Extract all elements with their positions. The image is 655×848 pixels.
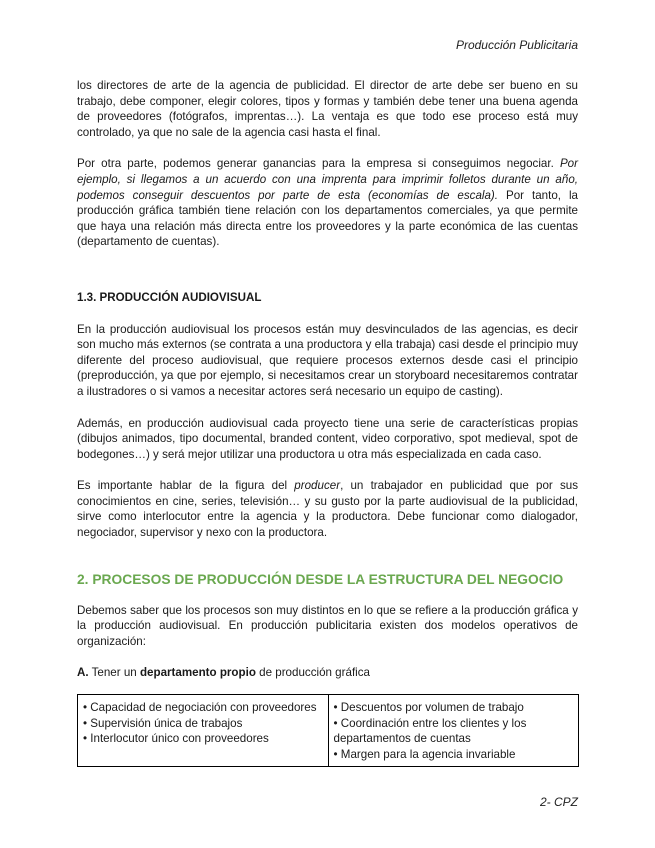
option-letter: A.	[77, 666, 89, 680]
paragraph	[77, 478, 578, 540]
page-number: 2- CPZ	[539, 795, 578, 809]
paragraph: Además, en producción audiovisual cada proyecto tiene una serie de características propias (dibujos animados, tipo documental, branded content, video corporativo, spot medieval, spot de bodegones…) y será mejor utilizar una productora u otra más especializada en cada caso.	[77, 416, 578, 461]
list-item: • Capacidad de negociación con proveedores	[83, 701, 317, 715]
text-run: , un trabajador en publicidad que por sus conocimientos en cine, series, televisión… y su gusto por la parte audiovisual de la publicidad, sirve como interlocutor entre la agencia y la productora. Debe funcionar como dialogador, negociador, supervisor y nexo con la productora.	[77, 479, 578, 540]
table-cell-right	[328, 695, 579, 767]
text-run: Por tanto, la producción gráfica también tiene relación con los departamentos comerciales, ya que permite que haya una relación más directa entre los proveedores y la parte económica de las cuentas (departamento de cuentas).	[77, 188, 578, 249]
italic-term: producer	[294, 479, 341, 493]
paragraph: En la producción audiovisual los procesos están muy desvinculados de las agencias, es decir son mucho más externos (se contrata a una productora y ella trabaja) casi desde el principio muy diferente del proceso audiovisual, que requiere procesos externos desde casi el principio (preproducción, ya que por ejemplo, si necesitamos crear un storyboard necesitaremos contratar a ilustradores o si vamos a necesitar actores será necesario un equipo de casting).	[77, 322, 578, 398]
bold-term: departamento propio	[139, 666, 256, 680]
list-item: • Interlocutor único con proveedores	[83, 732, 269, 746]
list-item: • Descuentos por volumen de trabajo	[333, 701, 524, 715]
list-item: • Coordinación entre los clientes y los departamentos de cuentas	[333, 716, 527, 746]
table-row	[78, 695, 579, 767]
paragraph: los directores de arte de la agencia de publicidad. El director de arte debe ser bueno en su trabajo, debe componer, elegir colores, tipos y formas y también debe tener una buena agenda de proveedores (fotógrafos, imprentas…). La ventaja es que todo ese proceso está muy controlado, ya que no sale de la agencia casi hasta el final.	[77, 79, 578, 139]
section-heading: 1.3. PRODUCCIÓN AUDIOVISUAL	[77, 290, 262, 304]
list-item: • Margen para la agencia invariable	[333, 747, 516, 761]
paragraph: Debemos saber que los procesos son muy distintos en lo que se refiere a la producción gráfica y la producción audiovisual. En producción publicitaria existen dos modelos operativos de organización:	[77, 603, 578, 648]
chapter-heading: 2. PROCESOS DE PRODUCCIÓN DESDE LA ESTRUCTURA DEL NEGOCIO	[77, 571, 564, 587]
text-run: de producción gráfica	[255, 666, 370, 680]
text-run: Es importante hablar de la figura del	[77, 479, 295, 493]
features-table	[77, 694, 579, 767]
paragraph	[77, 156, 578, 250]
italic-example: Por ejemplo, si llegamos a un acuerdo con una imprenta para imprimir folletos durante un año, podemos conseguir descuentos por parte de esta (economías de escala).	[77, 157, 578, 202]
page-header: Producción Publicitaria	[455, 38, 578, 52]
text-run: Tener un	[88, 666, 140, 680]
list-item: • Supervisión única de trabajos	[83, 716, 243, 730]
document-body	[77, 78, 578, 767]
table-cell-left	[78, 695, 329, 767]
text-run: Por otra parte, podemos generar ganancias para la empresa si conseguimos negociar.	[77, 157, 560, 171]
option-a-line	[77, 665, 578, 681]
